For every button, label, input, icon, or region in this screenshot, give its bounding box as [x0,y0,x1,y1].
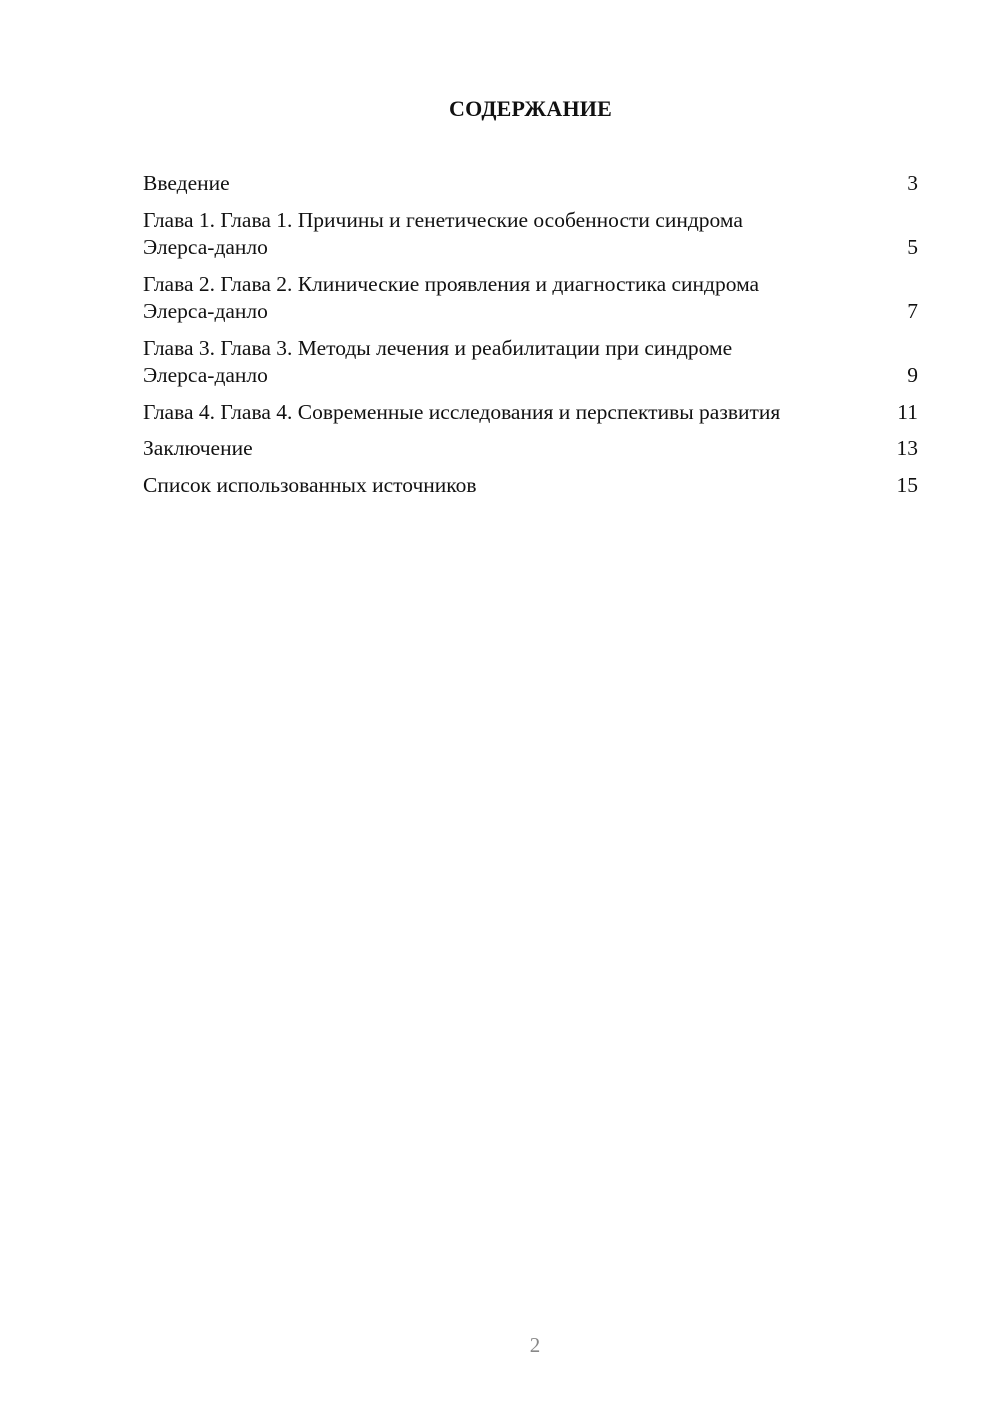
toc-entry-title: Глава 2. Глава 2. Клинические проявления и диагностика синдрома Элерса-данло [143,271,760,323]
toc-entry-title: Заключение [143,436,253,460]
toc-entry-page: 9 [907,363,918,387]
toc-entry-introduction [143,170,918,198]
toc-entry-conclusion [143,435,918,463]
toc-entry-page: 11 [897,399,918,424]
toc-entry-title: Введение [143,171,230,195]
toc-heading: СОДЕРЖАНИЕ [449,96,612,121]
toc-entry-title: Глава 4. Глава 4. Современные исследования и перспективы развития [143,399,781,424]
toc-entry-title: Список использованных источников [143,472,477,497]
toc-entry-title: Глава 1. Глава 1. Причины и генетические особенности синдрома Элерса-данло [143,207,743,259]
toc-entry-chapter-1 [143,207,918,262]
toc-entry-references [143,472,918,500]
toc-entry-chapter-3 [143,335,918,390]
toc-entry-page: 5 [907,235,918,259]
toc-entry-title: Глава 3. Глава 3. Методы лечения и реабилитации при синдроме Элерса-данло [143,335,733,387]
toc-entry-page: 3 [907,171,918,195]
toc-entry-chapter-2 [143,271,918,326]
page-number: 2 [529,1333,541,1357]
toc-entry-page: 15 [896,472,918,497]
toc-entry-page: 13 [896,436,918,460]
toc-entry-page: 7 [907,299,918,323]
toc-entry-chapter-4 [143,399,918,427]
table-of-contents [143,170,918,508]
